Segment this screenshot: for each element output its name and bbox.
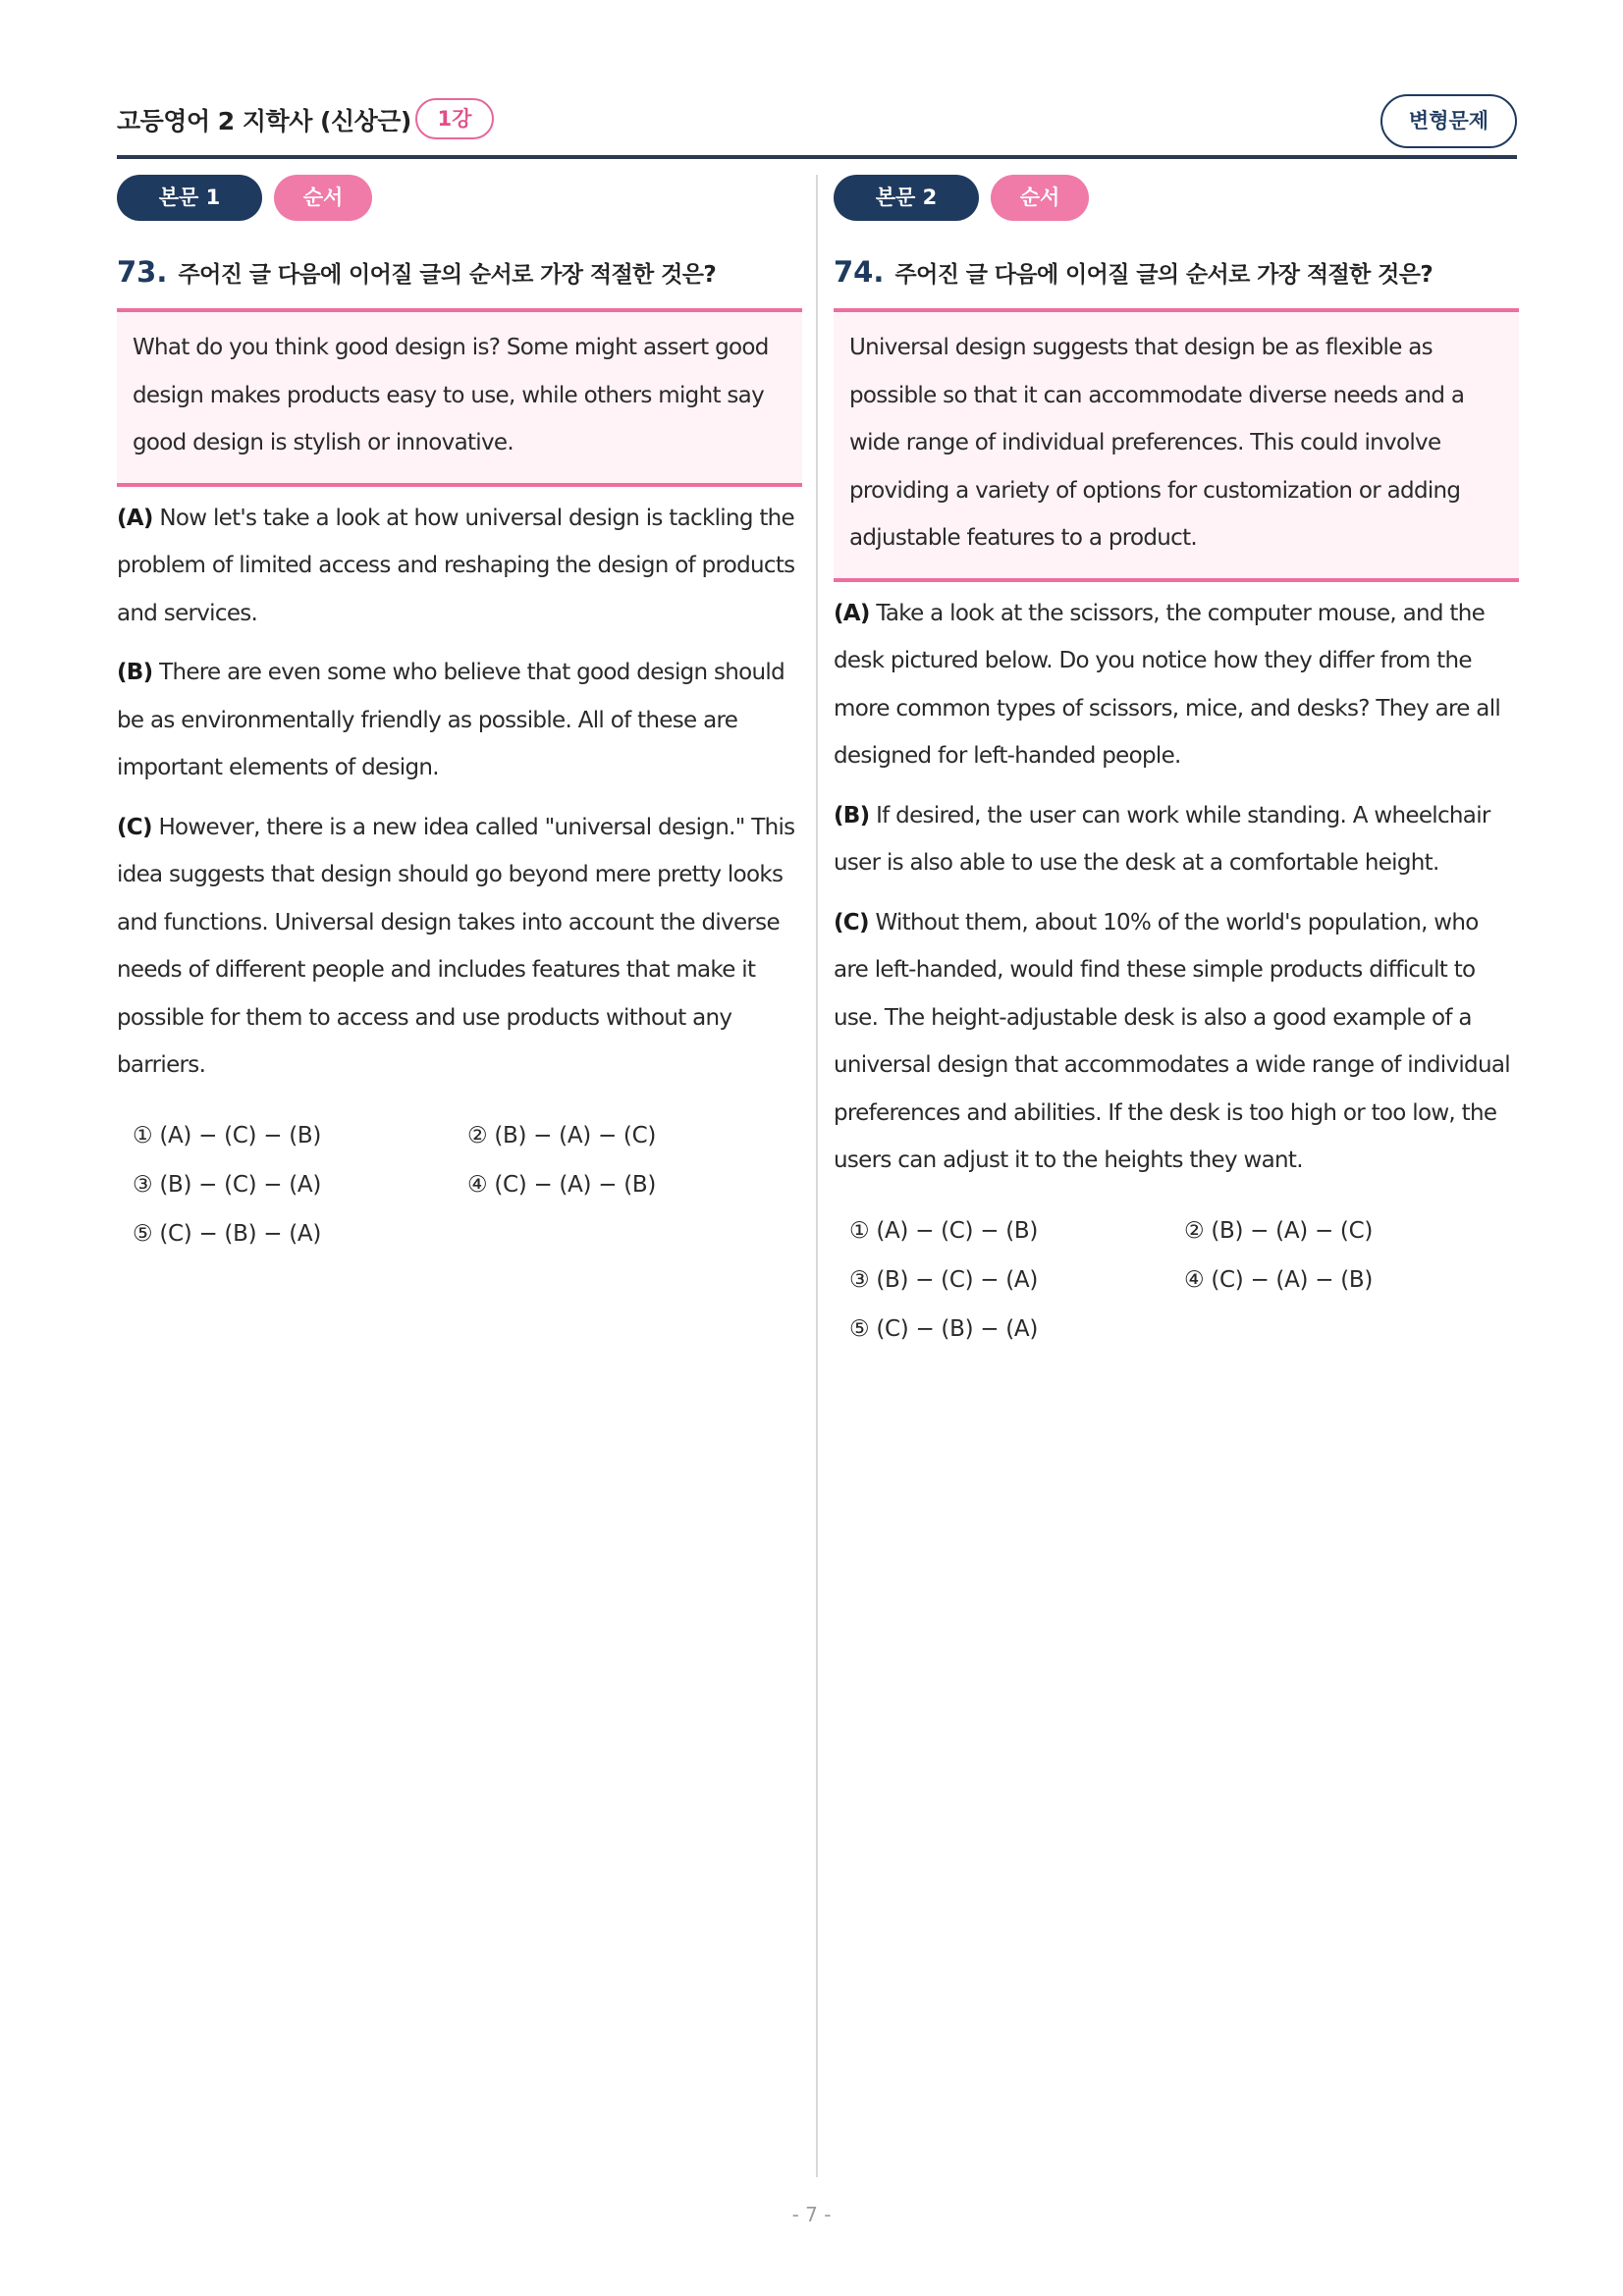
question-number: 73. [117,255,168,289]
choice-3[interactable]: ③ (B) − (C) − (A) [133,1171,322,1198]
question-tags [117,175,802,222]
paragraph-label: (A) [117,505,153,531]
paragraph-a [834,590,1519,780]
paragraph-text: There are even some who believe that good design should be as environmentally friendly as possible. All of these are important elements of design. [117,660,785,780]
paragraph-b [834,792,1519,887]
question-number: 74. [834,255,885,289]
paragraph-b [117,649,802,792]
question-type-tag: 순서 [274,175,372,221]
paragraph-text: Now let's take a look at how universal design is tackling the problem of limited access and reshaping the design of products and services. [117,505,795,626]
choice-2[interactable]: ② (B) − (A) − (C) [467,1122,657,1148]
paragraph-label: (C) [117,814,152,840]
paragraph-text: If desired, the user can work while standing. A wheelchair user is also able to use the desk at a comfortable height. [834,802,1490,876]
textbook-title: 고등영어 2 지학사 (신상근) [117,107,411,135]
choice-4[interactable]: ④ (C) − (A) − (B) [467,1171,657,1198]
lesson-badge: 1강 [415,98,494,139]
question-type-tag: 순서 [991,175,1089,221]
problem-type-badge: 변형문제 [1380,94,1517,148]
column-divider [816,175,818,2177]
paragraph-c [117,804,802,1090]
question-tags [834,175,1519,222]
choice-1[interactable]: ① (A) − (C) − (B) [849,1217,1039,1244]
choice-3[interactable]: ③ (B) − (C) − (A) [849,1266,1039,1293]
choice-4[interactable]: ④ (C) − (A) − (B) [1184,1266,1374,1293]
given-passage: Universal design suggests that design be as flexible as possible so that it can accommodate diverse needs and a wide range of individual preferences. This could involve providing a variety of options for customization or adding adjustable features to a product. [834,308,1519,582]
page-header [117,94,1517,159]
paragraph-a [117,495,802,638]
paragraph-c [834,899,1519,1185]
choice-2[interactable]: ② (B) − (A) − (C) [1184,1217,1374,1244]
question-73 [117,175,802,1258]
paragraph-label: (C) [834,909,869,935]
paragraph-label: (A) [834,600,870,626]
question-prompt [117,255,802,294]
question-text: 주어진 글 다음에 이어질 글의 순서로 가장 적절한 것은? [178,262,717,288]
given-passage: What do you think good design is? Some might assert good design makes products easy to use, while others might say good design is stylish or innovative. [117,308,802,487]
paragraph-label: (B) [117,660,153,685]
header-divider [117,155,1517,159]
choice-5[interactable]: ⑤ (C) − (B) − (A) [849,1315,1039,1342]
answer-choices [117,1111,802,1258]
question-prompt [834,255,1519,294]
choice-5[interactable]: ⑤ (C) − (B) − (A) [133,1220,322,1247]
paragraph-text: Without them, about 10% of the world's population, who are left-handed, would find these simple products difficult to use. The height-adjustable desk is also a good example of a universal design that accommodates a wide range of individual preferences and abilities. If the desk is too high or too low, the users can adjust it to the heights they want. [834,909,1510,1173]
paragraph-text: Take a look at the scissors, the computer mouse, and the desk pictured below. Do you notice how they differ from the more common types of scissors, mice, and desks? They are all designed for left-handed people. [834,600,1501,769]
paragraph-text: However, there is a new idea called "universal design." This idea suggests that design should go beyond mere pretty looks and functions. Universal design takes into account the diverse needs of different people and includes features that make it possible for them to access and use products without any barriers. [117,814,795,1078]
paragraph-label: (B) [834,802,870,828]
question-text: 주어진 글 다음에 이어질 글의 순서로 가장 적절한 것은? [894,262,1434,288]
passage-tag: 본문 2 [834,175,979,221]
choice-1[interactable]: ① (A) − (C) − (B) [133,1122,322,1148]
question-74 [834,175,1519,1354]
passage-tag: 본문 1 [117,175,262,221]
answer-choices [834,1206,1519,1354]
page-number: - 7 - [791,2203,832,2226]
